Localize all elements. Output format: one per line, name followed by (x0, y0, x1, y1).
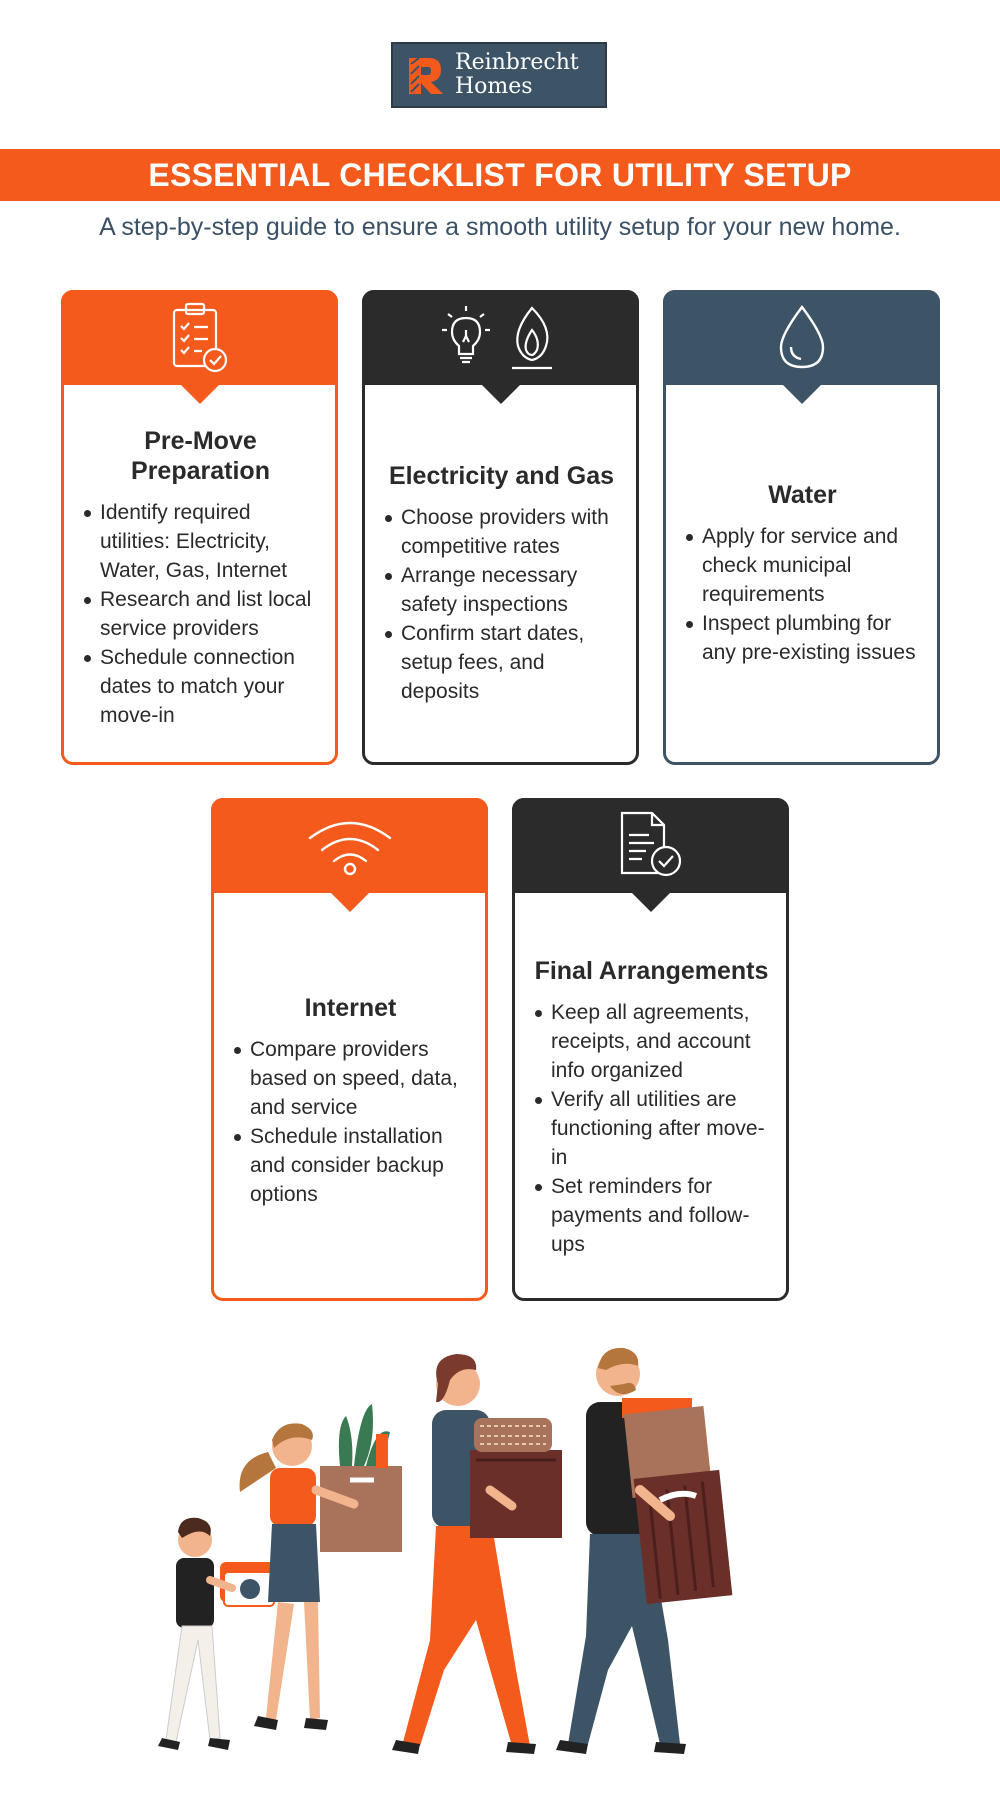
list-item: Inspect plumbing for any pre-existing issues (702, 609, 921, 667)
list-item: Choose providers with competitive rates (401, 503, 620, 561)
list-item: Apply for service and check municipal requirements (702, 522, 921, 609)
card-final-arrangements (512, 798, 789, 1301)
list-item: Schedule connection dates to match your move-in (100, 643, 319, 730)
list-item: Compare providers based on speed, data, and service (250, 1035, 469, 1122)
list-item: Verify all utilities are functioning after move-in (551, 1085, 770, 1172)
list-item: Identify required utilities: Electricity, Water, Gas, Internet (100, 498, 319, 585)
card-list (533, 998, 770, 1259)
list-item: Arrange necessary safety inspections (401, 561, 620, 619)
list-item: Research and list local service providers (100, 585, 319, 643)
card-water (663, 290, 940, 765)
list-item: Set reminders for payments and follow-ups (551, 1172, 770, 1259)
card-header (61, 290, 338, 385)
page-title: ESSENTIAL CHECKLIST FOR UTILITY SETUP (0, 149, 1000, 201)
water-drop-icon (777, 303, 827, 373)
lightbulb-and-flame-icon (436, 300, 566, 376)
list-item: Confirm start dates, setup fees, and deposits (401, 619, 620, 706)
wifi-icon (305, 816, 395, 876)
brand-logo (391, 42, 607, 108)
card-header (663, 290, 940, 385)
brand-name-line1: Reinbrecht (455, 50, 579, 75)
card-electricity-gas (362, 290, 639, 765)
card-title: Internet (304, 993, 397, 1022)
page-subtitle: A step-by-step guide to ensure a smooth utility setup for your new home. (99, 213, 901, 241)
list-item: Keep all agreements, receipts, and account info organized (551, 998, 770, 1085)
card-internet (211, 798, 488, 1301)
card-title: Water (768, 481, 837, 509)
man-figure (556, 1348, 732, 1754)
brand-name-line2: Homes (455, 74, 533, 99)
card-list (383, 503, 620, 706)
brand-logo-mark (405, 54, 447, 96)
card-pre-move (61, 290, 338, 765)
brand-name (455, 51, 579, 99)
woman-figure (392, 1354, 562, 1754)
card-list (684, 522, 921, 667)
card-header (362, 290, 639, 385)
clipboard-check-icon (170, 300, 230, 376)
card-title: Pre-Move Preparation (131, 426, 270, 485)
card-list (82, 498, 319, 730)
card-list (232, 1035, 469, 1209)
document-check-icon (616, 809, 686, 883)
family-moving-illustration (140, 1340, 860, 1770)
card-title: Final Arrangements (534, 957, 769, 985)
card-title: Electricity and Gas (388, 462, 615, 490)
child-figure (158, 1518, 278, 1750)
card-header (512, 798, 789, 893)
list-item: Schedule installation and consider backup options (250, 1122, 469, 1209)
card-header (211, 798, 488, 893)
